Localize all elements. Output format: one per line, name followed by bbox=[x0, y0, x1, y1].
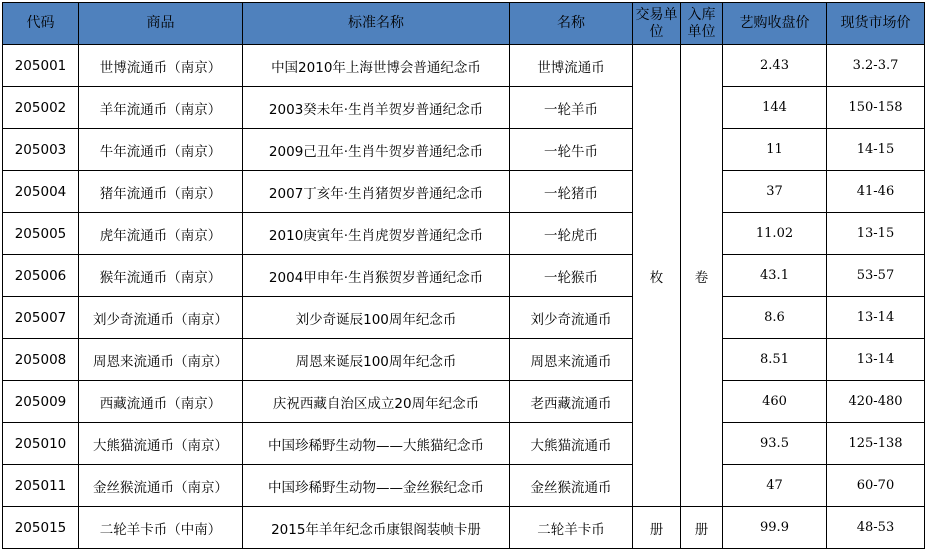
standard-name-cell: 2003癸未年·生肖羊贺岁普通纪念币 bbox=[243, 87, 510, 129]
code-cell: 205009 bbox=[3, 381, 79, 423]
product-cell: 金丝猴流通币（南京） bbox=[79, 465, 243, 507]
code-cell: 205002 bbox=[3, 87, 79, 129]
standard-name-cell: 刘少奇诞辰100周年纪念币 bbox=[243, 297, 510, 339]
spot-price-cell: 13-14 bbox=[827, 339, 925, 381]
code-cell: 205011 bbox=[3, 465, 79, 507]
name-cell: 一轮猪币 bbox=[510, 171, 633, 213]
code-cell: 205010 bbox=[3, 423, 79, 465]
storage-unit-cell: 卷 bbox=[681, 45, 723, 507]
close-price-cell: 8.6 bbox=[723, 297, 827, 339]
name-cell: 世博流通币 bbox=[510, 45, 633, 87]
trade-unit-cell: 枚 bbox=[633, 45, 681, 507]
standard-name-cell: 中国珍稀野生动物——金丝猴纪念币 bbox=[243, 465, 510, 507]
header-close-price: 艺购收盘价 bbox=[723, 3, 827, 45]
header-trade-unit: 交易单位 bbox=[633, 3, 681, 45]
close-price-cell: 93.5 bbox=[723, 423, 827, 465]
code-cell: 205006 bbox=[3, 255, 79, 297]
product-cell: 猴年流通币（南京） bbox=[79, 255, 243, 297]
header-row bbox=[3, 3, 925, 45]
table-row bbox=[3, 297, 925, 339]
standard-name-cell: 2007丁亥年·生肖猪贺岁普通纪念币 bbox=[243, 171, 510, 213]
header-product: 商品 bbox=[79, 3, 243, 45]
header-code: 代码 bbox=[3, 3, 79, 45]
close-price-cell: 47 bbox=[723, 465, 827, 507]
code-cell: 205001 bbox=[3, 45, 79, 87]
name-cell: 二轮羊卡币 bbox=[510, 507, 633, 549]
code-cell: 205005 bbox=[3, 213, 79, 255]
close-price-cell: 144 bbox=[723, 87, 827, 129]
spot-price-cell: 41-46 bbox=[827, 171, 925, 213]
code-cell: 205015 bbox=[3, 507, 79, 549]
name-cell: 一轮虎币 bbox=[510, 213, 633, 255]
close-price-cell: 99.9 bbox=[723, 507, 827, 549]
standard-name-cell: 2015年羊年纪念币康银阁装帧卡册 bbox=[243, 507, 510, 549]
spot-price-cell: 420-480 bbox=[827, 381, 925, 423]
standard-name-cell: 中国珍稀野生动物——大熊猫纪念币 bbox=[243, 423, 510, 465]
close-price-cell: 37 bbox=[723, 171, 827, 213]
header-name: 名称 bbox=[510, 3, 633, 45]
close-price-cell: 11.02 bbox=[723, 213, 827, 255]
product-cell: 二轮羊卡币（中南） bbox=[79, 507, 243, 549]
spot-price-cell: 125-138 bbox=[827, 423, 925, 465]
table-row bbox=[3, 129, 925, 171]
standard-name-cell: 2004甲申年·生肖猴贺岁普通纪念币 bbox=[243, 255, 510, 297]
table-row bbox=[3, 339, 925, 381]
product-cell: 大熊猫流通币（南京） bbox=[79, 423, 243, 465]
spot-price-cell: 150-158 bbox=[827, 87, 925, 129]
spot-price-cell: 3.2-3.7 bbox=[827, 45, 925, 87]
name-cell: 刘少奇流通币 bbox=[510, 297, 633, 339]
standard-name-cell: 中国2010年上海世博会普通纪念币 bbox=[243, 45, 510, 87]
product-cell: 西藏流通币（南京） bbox=[79, 381, 243, 423]
header-storage-unit: 入库单位 bbox=[681, 3, 723, 45]
table-row bbox=[3, 381, 925, 423]
product-cell: 猪年流通币（南京） bbox=[79, 171, 243, 213]
product-cell: 世博流通币（南京） bbox=[79, 45, 243, 87]
table-row bbox=[3, 213, 925, 255]
code-cell: 205008 bbox=[3, 339, 79, 381]
code-cell: 205004 bbox=[3, 171, 79, 213]
product-cell: 羊年流通币（南京） bbox=[79, 87, 243, 129]
coin-price-table bbox=[2, 2, 925, 549]
product-cell: 牛年流通币（南京） bbox=[79, 129, 243, 171]
close-price-cell: 8.51 bbox=[723, 339, 827, 381]
table-row bbox=[3, 45, 925, 87]
name-cell: 老西藏流通币 bbox=[510, 381, 633, 423]
name-cell: 一轮猴币 bbox=[510, 255, 633, 297]
standard-name-cell: 2010庚寅年·生肖虎贺岁普通纪念币 bbox=[243, 213, 510, 255]
close-price-cell: 43.1 bbox=[723, 255, 827, 297]
product-cell: 刘少奇流通币（南京） bbox=[79, 297, 243, 339]
table-row bbox=[3, 423, 925, 465]
spot-price-cell: 60-70 bbox=[827, 465, 925, 507]
close-price-cell: 2.43 bbox=[723, 45, 827, 87]
header-standard-name: 标准名称 bbox=[243, 3, 510, 45]
spot-price-cell: 48-53 bbox=[827, 507, 925, 549]
name-cell: 金丝猴流通币 bbox=[510, 465, 633, 507]
code-cell: 205007 bbox=[3, 297, 79, 339]
spot-price-cell: 13-14 bbox=[827, 297, 925, 339]
table-row bbox=[3, 465, 925, 507]
storage-unit-cell: 册 bbox=[681, 507, 723, 549]
name-cell: 大熊猫流通币 bbox=[510, 423, 633, 465]
close-price-cell: 460 bbox=[723, 381, 827, 423]
spot-price-cell: 53-57 bbox=[827, 255, 925, 297]
standard-name-cell: 周恩来诞辰100周年纪念币 bbox=[243, 339, 510, 381]
table-row bbox=[3, 255, 925, 297]
spot-price-cell: 14-15 bbox=[827, 129, 925, 171]
table-row bbox=[3, 507, 925, 549]
trade-unit-cell: 册 bbox=[633, 507, 681, 549]
table-body bbox=[3, 45, 925, 549]
name-cell: 一轮牛币 bbox=[510, 129, 633, 171]
standard-name-cell: 庆祝西藏自治区成立20周年纪念币 bbox=[243, 381, 510, 423]
standard-name-cell: 2009己丑年·生肖牛贺岁普通纪念币 bbox=[243, 129, 510, 171]
close-price-cell: 11 bbox=[723, 129, 827, 171]
table-row bbox=[3, 87, 925, 129]
header-spot-price: 现货市场价 bbox=[827, 3, 925, 45]
product-cell: 周恩来流通币（南京） bbox=[79, 339, 243, 381]
product-cell: 虎年流通币（南京） bbox=[79, 213, 243, 255]
code-cell: 205003 bbox=[3, 129, 79, 171]
name-cell: 一轮羊币 bbox=[510, 87, 633, 129]
table-row bbox=[3, 171, 925, 213]
spot-price-cell: 13-15 bbox=[827, 213, 925, 255]
name-cell: 周恩来流通币 bbox=[510, 339, 633, 381]
